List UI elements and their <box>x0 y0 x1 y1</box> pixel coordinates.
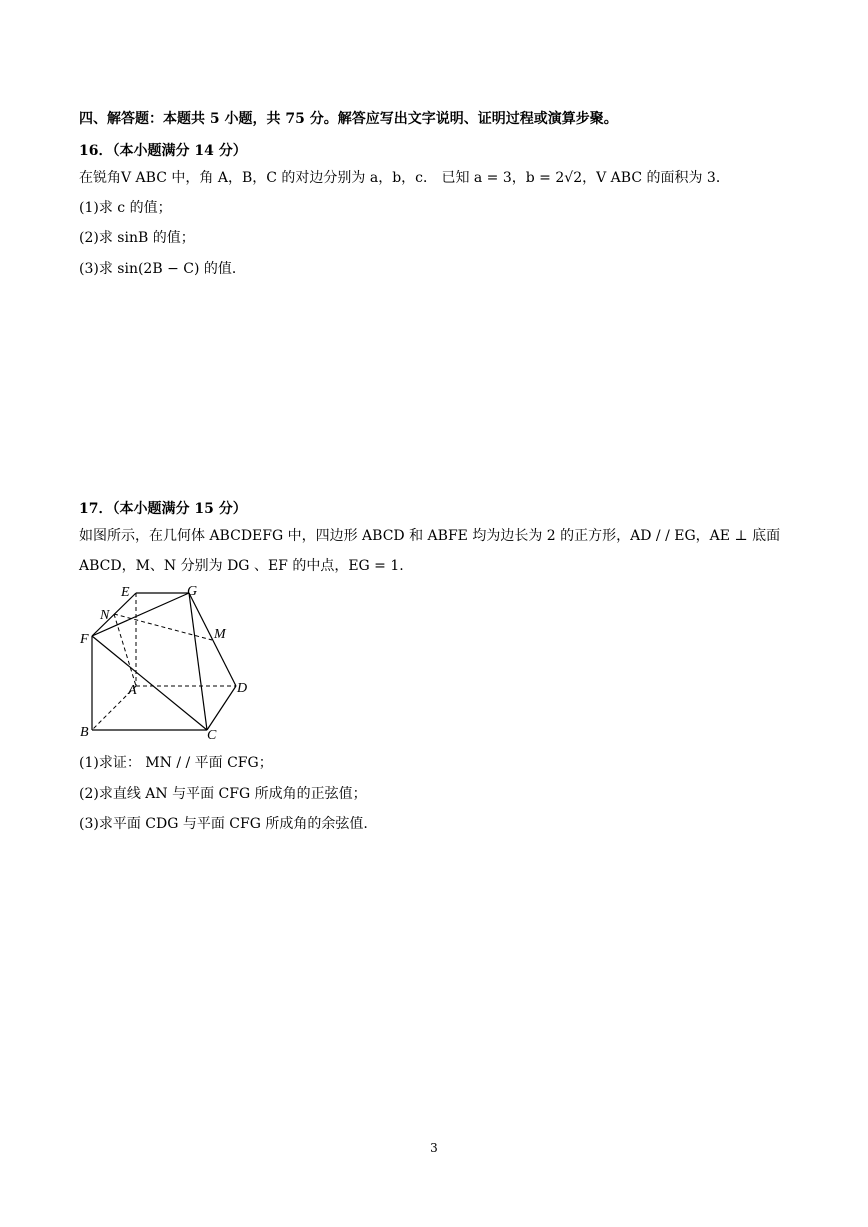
page-number: 3 <box>430 1141 438 1155</box>
q17-stem-line1: 如图所示，在几何体 ABCDEFG 中，四边形 ABCD 和 ABFE 均为边长为 2 的正方形，AD / / EG，AE ⊥ 底面 <box>79 528 781 544</box>
edge-CD <box>207 686 236 730</box>
geometry-figure <box>74 578 264 743</box>
q17-part2: (2)求直线 AN 与平面 CFG 所成角的正弦值； <box>79 786 367 802</box>
q17-title: 17．（本小题满分 15 分） <box>79 501 247 517</box>
q16-title: 16．（本小题满分 14 分） <box>79 143 247 159</box>
q17-part3: (3)求平面 CDG 与平面 CFG 所成角的余弦值. <box>79 816 368 832</box>
label-F: F <box>80 632 89 647</box>
label-M: M <box>214 627 226 642</box>
edge-FC <box>92 636 207 730</box>
label-G: G <box>187 584 198 599</box>
q17-stem-line2: ABCD，M、N 分别为 DG 、EF 的中点，EG = 1. <box>79 558 404 574</box>
edge-GC <box>189 593 207 730</box>
q17-part1: (1)求证： MN / / 平面 CFG； <box>79 755 273 771</box>
label-A: A <box>128 683 137 698</box>
label-D: D <box>237 681 248 696</box>
q16-part2: (2)求 sinB 的值； <box>79 230 195 246</box>
label-B: B <box>80 725 89 740</box>
q16-stem: 在锐角V ABC 中，角 A，B，C 的对边分别为 a，b，c． 已知 a = 3，b = 2√2，V ABC 的面积为 3． <box>79 170 730 186</box>
label-C: C <box>207 728 217 743</box>
label-N: N <box>100 608 110 623</box>
q16-part3: (3)求 sin(2B − C) 的值． <box>79 261 246 277</box>
segment-NM <box>114 614 212 640</box>
section-header: 四、解答题：本题共 5 小题，共 75 分。解答应写出文字说明、证明过程或演算步聚。 <box>79 111 618 127</box>
label-E: E <box>121 585 130 600</box>
edge-GD <box>189 593 236 686</box>
q16-part1: (1)求 c 的值； <box>79 200 172 216</box>
